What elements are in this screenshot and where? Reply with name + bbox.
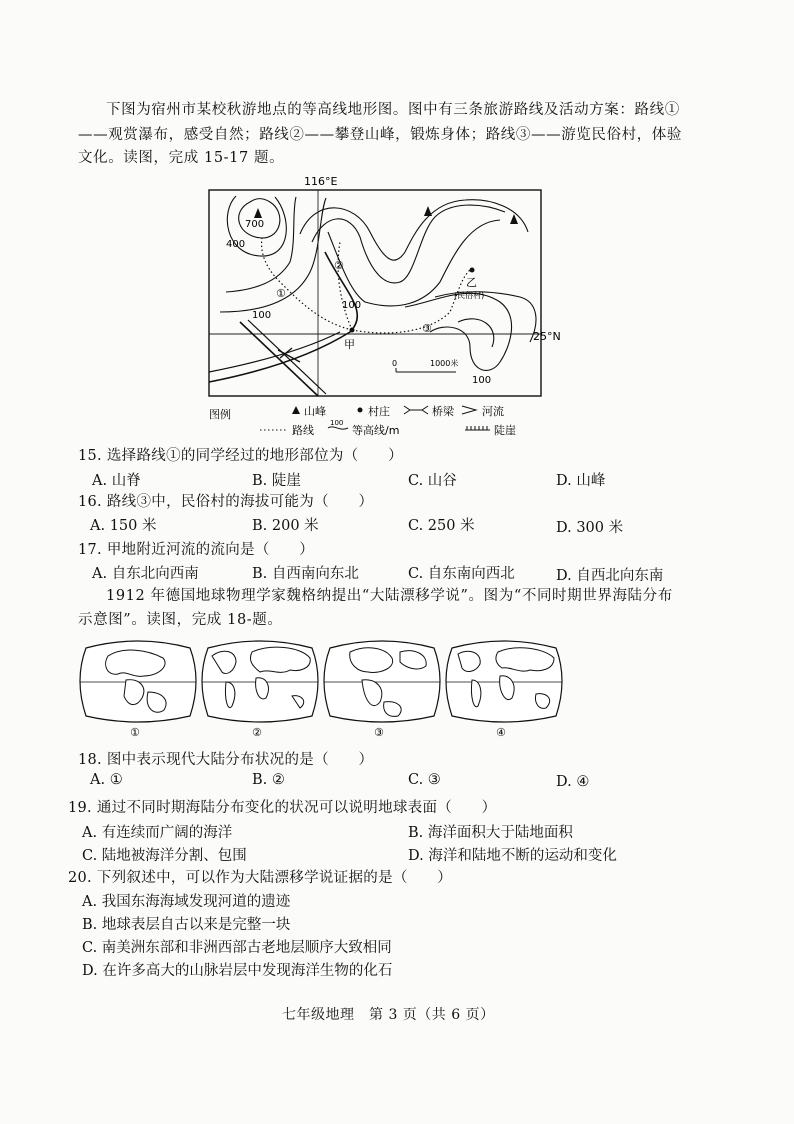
q18-option-c[interactable]: C. ③ [408, 772, 441, 788]
route-label-3: ③ [422, 322, 432, 335]
legend-peak: 山峰 [304, 405, 326, 418]
globe-1 [80, 641, 196, 739]
village-icon [470, 268, 475, 273]
q20-option-d[interactable]: D. 在许多高大的山脉岩层中发现海洋生物的化石 [82, 963, 393, 979]
q17-option-a[interactable]: A. 自东北向西南 [92, 566, 199, 582]
q17-option-c[interactable]: C. 自东南向西北 [408, 566, 515, 582]
continent-maps [78, 636, 678, 740]
contour-label: 100 [472, 375, 492, 386]
village-icon [350, 328, 355, 333]
legend-contour: 等高线/m [352, 424, 400, 437]
q19-option-a[interactable]: A. 有连续而广阔的海洋 [82, 825, 233, 841]
q15-option-b[interactable]: B. 陡崖 [252, 473, 301, 489]
intro-line-3: 文化。读图，完成 15-17 题。 [78, 150, 285, 166]
legend-route: 路线 [292, 424, 314, 437]
route-lines [262, 238, 470, 333]
globe-label: ④ [496, 726, 506, 739]
contour-label: 100 [342, 300, 362, 311]
contour-label: 700 [245, 219, 265, 230]
scale-value: 1000米 [430, 359, 459, 368]
q18-option-b[interactable]: B. ② [252, 772, 285, 788]
globe-label: ① [130, 726, 140, 739]
legend-contour-sample: 100 [330, 419, 344, 427]
globe-label: ② [252, 726, 262, 739]
page-footer: 七年级地理 第 3 页（共 6 页） [282, 1007, 495, 1023]
q16-option-d[interactable]: D. 300 米 [556, 520, 624, 536]
q16-option-a[interactable]: A. 150 米 [90, 518, 157, 534]
contour-label: 100 [252, 310, 272, 321]
legend-cliff: 陡崖 [494, 424, 516, 437]
contour-lines [220, 196, 536, 370]
peak-icon [254, 208, 262, 218]
intro-line-2: ——观赏瀑布，感受自然；路线②——攀登山峰，锻炼身体；路线③——游览民俗村，体验 [78, 127, 682, 143]
intro2-line-2: 示意图”。读图，完成 18-题。 [78, 612, 283, 628]
q19-option-c[interactable]: C. 陆地被海洋分割、包围 [82, 848, 247, 864]
peak-icon [292, 406, 300, 414]
q19-stem: 19. 通过不同时期海陆分布变化的状况可以说明地球表面（ ） [68, 800, 497, 816]
q20-option-c[interactable]: C. 南美洲东部和非洲西部古老地层顺序大致相同 [82, 940, 392, 956]
river-branch [240, 322, 318, 396]
contour-icon [328, 427, 348, 429]
contour-label: 400 [226, 239, 246, 250]
contour-map [200, 172, 580, 442]
intro2-line-1: 1912 年德国地球物理学家魏格纳提出“大陆漂移学说”。图为“不同时期世界海陆分布 [106, 588, 673, 604]
q15-option-c[interactable]: C. 山谷 [408, 473, 457, 489]
cliff-icon [465, 426, 490, 430]
q15-option-a[interactable]: A. 山脊 [92, 473, 141, 489]
q20-option-a[interactable]: A. 我国东海海域发现河道的遗迹 [82, 894, 291, 910]
place-jia: 甲 [344, 338, 355, 351]
q18-stem: 18. 图中表示现代大陆分布状况的是（ ） [78, 752, 374, 768]
globe-3 [324, 641, 440, 739]
q17-option-d[interactable]: D. 自西北向东南 [556, 568, 664, 584]
q15-stem: 15. 选择路线①的同学经过的地形部位为（ ） [78, 448, 403, 464]
peak-icon [424, 206, 432, 216]
q20-stem: 20. 下列叙述中，可以作为大陆漂移学说证据的是（ ） [68, 870, 453, 886]
latitude-label: 25°N [533, 330, 561, 343]
legend-river: 河流 [482, 405, 504, 418]
legend-village: 村庄 [368, 405, 390, 418]
legend-bridge: 桥梁 [432, 405, 454, 418]
q15-option-d[interactable]: D. 山峰 [556, 473, 606, 489]
q20-option-b[interactable]: B. 地球表层自古以来是完整一块 [82, 917, 291, 933]
intro-line-1: 下图为宿州市某校秋游地点的等高线地形图。图中有三条旅游路线及活动方案：路线① [106, 102, 680, 118]
q16-option-b[interactable]: B. 200 米 [252, 518, 319, 534]
globe-4 [446, 641, 562, 739]
q16-stem: 16. 路线③中，民俗村的海拔可能为（ ） [78, 494, 374, 510]
river-icon [462, 406, 476, 414]
scale-zero: 0 [392, 359, 398, 368]
legend-title: 图例 [209, 408, 231, 421]
q17-option-b[interactable]: B. 自西南向东北 [252, 566, 359, 582]
globe-label: ③ [374, 726, 384, 739]
place-yi: 乙 [466, 276, 477, 289]
longitude-label: 116°E [304, 175, 338, 188]
route-label-2: ② [334, 259, 344, 272]
q19-option-d[interactable]: D. 海洋和陆地不断的运动和变化 [408, 848, 617, 864]
globe-2 [202, 641, 318, 739]
q16-option-c[interactable]: C. 250 米 [408, 518, 475, 534]
village-note: (民俗村) [454, 291, 485, 300]
q18-option-a[interactable]: A. ① [90, 772, 123, 788]
bridge-icon [404, 406, 428, 414]
route-label-1: ① [276, 287, 286, 300]
village-icon [358, 408, 363, 413]
q19-option-b[interactable]: B. 海洋面积大于陆地面积 [408, 825, 573, 841]
peak-icon [510, 214, 518, 224]
q18-option-d[interactable]: D. ④ [556, 774, 590, 790]
q17-stem: 17. 甲地附近河流的流向是（ ） [78, 542, 315, 558]
